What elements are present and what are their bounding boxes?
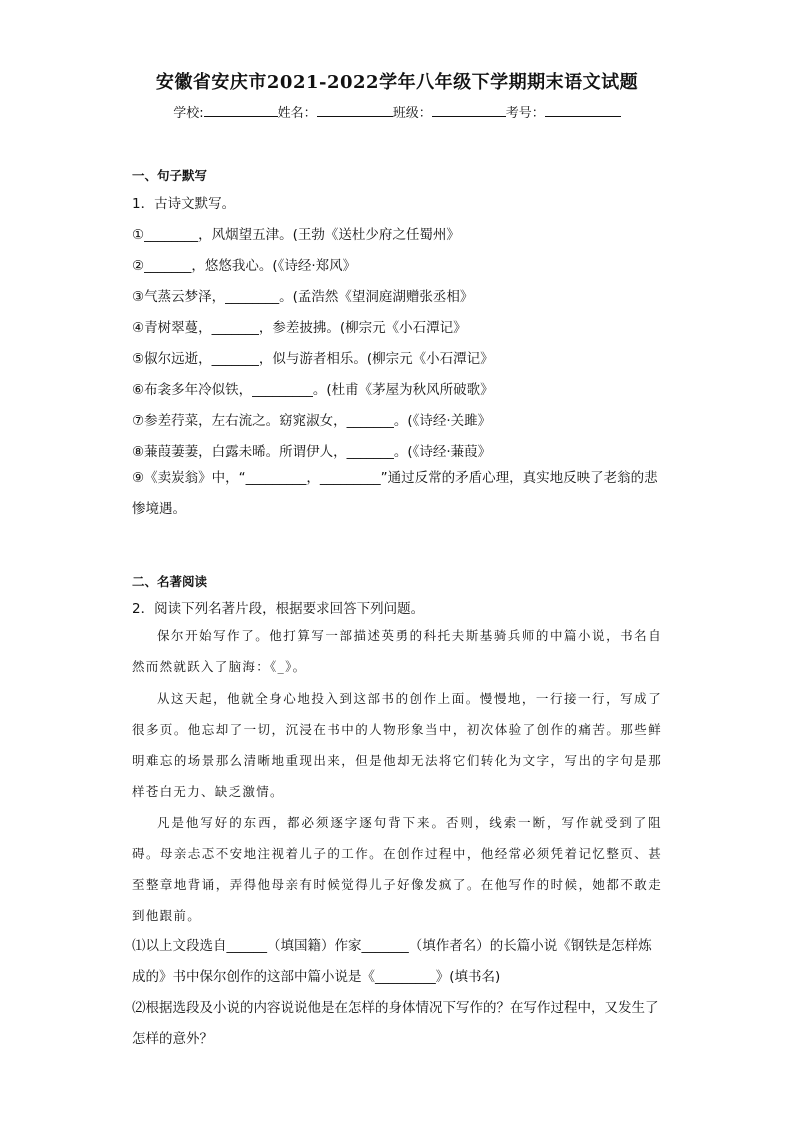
- q2-stem: 2．阅读下列名著片段，根据要求回答下列问题。: [132, 601, 425, 617]
- name-label: 姓名：: [277, 106, 317, 121]
- number-blank: [545, 102, 621, 117]
- school-label: 学校:: [173, 106, 204, 121]
- q2-sub-2: ⑵根据选段及小说的内容说说他是在怎样的身体情况下写作的？在写作过程中，又发生了怎样的意外？: [132, 1000, 659, 1047]
- number-label: 考号：: [505, 106, 545, 121]
- class-label: 班级：: [392, 106, 432, 121]
- q1-item-9: ⑨《卖炭翁》中，“_________，_________”通过反常的矛盾心理，真实地反映了老翁的悲惨境遇。: [132, 470, 658, 517]
- q1-stem: 1．古诗文默写。: [132, 196, 236, 212]
- q1-item-7: ⑦参差荇菜，左右流之。窈窕淑女，_______。(《诗经·关雎》: [132, 413, 492, 429]
- q1-item-6: ⑥布衾多年冷似铁，_________。(杜甫《茅屋为秋风所破歌》: [132, 382, 494, 398]
- q1-item-5: ⑤俶尔远逝，_______，似与游者相乐。(柳宗元《小石潭记》: [132, 351, 494, 367]
- q1-item-2: ②_______，悠悠我心。(《诗经·郑风》: [132, 258, 357, 274]
- class-blank: [432, 102, 506, 117]
- student-info-line: [0, 102, 794, 121]
- q2-sub-1: ⑴以上文段选自______（填国籍）作家_______（填作者名）的长篇小说《钢铁是怎样炼成的》书中保尔创作的这部中篇小说是《_________》(填书名): [132, 938, 652, 985]
- section2-heading: 二、名著阅读: [132, 574, 208, 589]
- name-blank: [317, 102, 393, 117]
- q1-item-1: ①________，风烟望五津。(王勃《送杜少府之任蜀州》: [132, 227, 460, 243]
- q1-item-4: ④青树翠蔓，_______，参差披拂。(柳宗元《小石潭记》: [132, 320, 467, 336]
- passage-paragraph-3: 凡是他写好的东西，都必须逐字逐句背下来。否则，线索一断，写作就受到了阻碍。母亲忐忑不安地注视着儿子的工作。在创作过程中，他经常必须凭着记忆整页、甚至整章地背诵，弄得他母亲有时候觉得儿子好像发疯了。在他写作的时候，她都不敢走到他跟前。: [132, 815, 662, 923]
- passage-paragraph-2: 从这天起，他就全身心地投入到这部书的创作上面。慢慢地，一行接一行，写成了很多页。他忘却了一切，沉浸在书中的人物形象当中，初次体验了创作的痛苦。那些鲜明难忘的场景那么清晰地重现出来，但是他却无法将它们转化为文字，写出的字句是那样苍白无力、缺乏激情。: [132, 691, 662, 799]
- page-title: 安徽省安庆市2021-2022学年八年级下学期期末语文试题: [155, 72, 639, 93]
- passage-paragraph-1: 保尔开始写作了。他打算写一部描述英勇的科托夫斯基骑兵师的中篇小说，书名自然而然就跃入了脑海：《_》。: [132, 628, 662, 674]
- school-blank: [204, 102, 278, 117]
- q1-item-3: ③气蒸云梦泽，________。(孟浩然《望洞庭湖赠张丞相》: [132, 289, 474, 305]
- q1-item-8: ⑧蒹葭萋萋，白露未晞。所谓伊人，_______。(《诗经·蒹葭》: [132, 444, 492, 460]
- section1-heading: 一、句子默写: [132, 168, 208, 183]
